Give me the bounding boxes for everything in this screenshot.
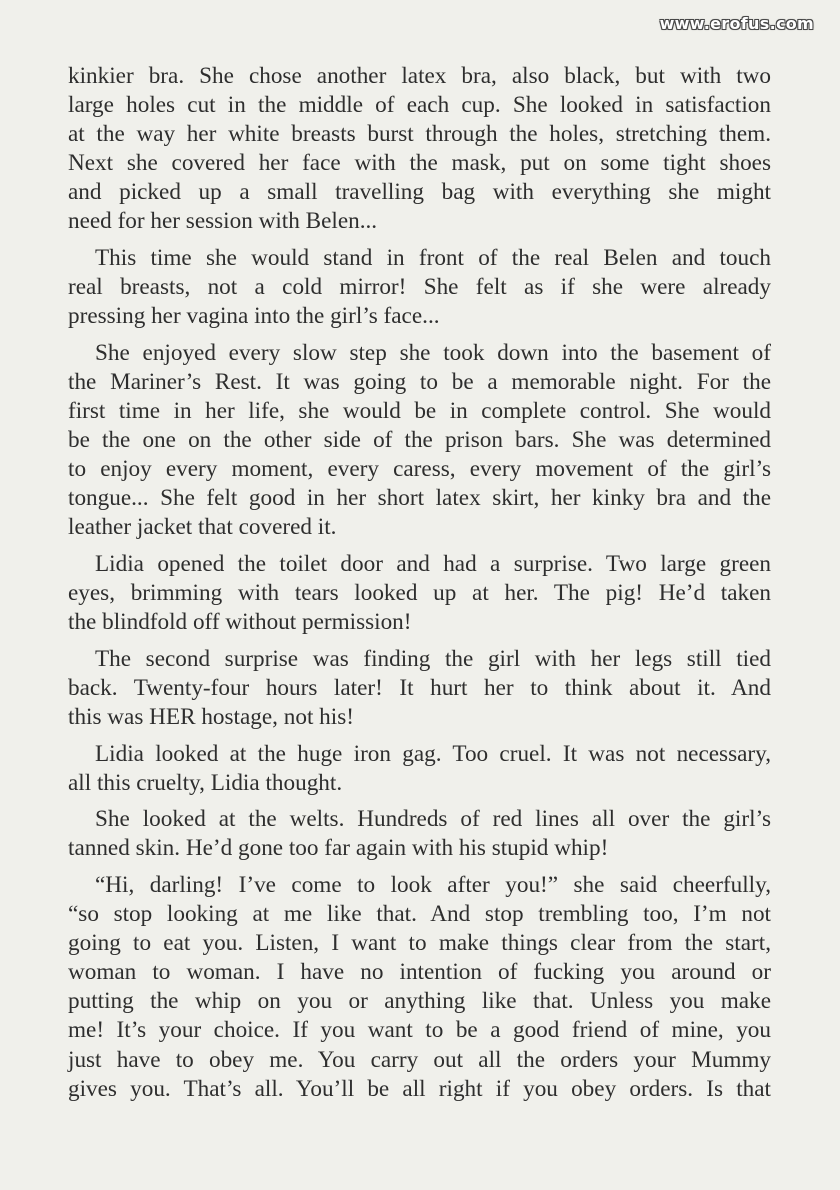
text-line: eyes, brimming with tears looked up at her. The pig! He’d taken [68, 580, 771, 607]
text-line: all this cruelty, Lidia thought. [68, 769, 343, 796]
text-line: be the one on the other side of the prison bars. She was determined [68, 427, 771, 454]
text-line: kinkier bra. She chose another latex bra, also black, but with two [68, 63, 771, 89]
text-line: need for her session with Belen... [68, 208, 378, 235]
text-line: Next she covered her face with the mask, put on some tight shoes [68, 150, 771, 177]
text-line: large holes cut in the middle of each cup. She looked in satisfaction [68, 92, 771, 119]
text-line: at the way her white breasts burst through the holes, stretching them. [68, 121, 771, 148]
text-line: “Hi, darling! I’ve come to look after you!” she said cheerfully, [95, 871, 771, 898]
text-line: this was HER hostage, not his! [68, 703, 354, 730]
paragraph-5 [68, 645, 771, 732]
text-line: real breasts, not a cold mirror! She felt as if she were already [68, 274, 771, 301]
text-line: going to eat you. Listen, I want to make things clear from the start, [68, 930, 771, 957]
paragraph-8 [68, 871, 771, 1104]
text-line: Lidia looked at the huge iron gag. Too cruel. It was not necessary, [95, 740, 771, 767]
text-line: She looked at the welts. Hundreds of red lines all over the girl’s [95, 806, 771, 833]
paragraph-3 [68, 339, 771, 543]
paragraph-2 [68, 244, 771, 331]
text-line: The second surprise was finding the girl with her legs still tied [95, 645, 771, 672]
text-line: leather jacket that covered it. [68, 514, 337, 541]
text-line: woman to woman. I have no intention of fucking you around or [68, 959, 771, 986]
text-line: the blindfold off without permission! [68, 609, 412, 636]
paragraph-6 [68, 740, 771, 798]
text-line: “so stop looking at me like that. And stop trembling too, I’m not [68, 901, 771, 928]
text-line: back. Twenty-four hours later! It hurt her to think about it. And [68, 674, 771, 701]
text-line: first time in her life, she would be in complete control. She would [68, 398, 771, 425]
text-line: She enjoyed every slow step she took down into the basement of [95, 339, 771, 366]
text-line: gives you. That’s all. You’ll be all right if you obey orders. Is that [68, 1075, 771, 1102]
text-line: and picked up a small travelling bag with everything she might [68, 179, 771, 206]
text-line: just have to obey me. You carry out all the orders your Mummy [68, 1046, 771, 1073]
text-line: to enjoy every moment, every caress, every movement of the girl’s [68, 456, 771, 483]
body-text [68, 62, 771, 1111]
text-line: tongue... She felt good in her short latex skirt, her kinky bra and the [68, 485, 771, 512]
text-line: This time she would stand in front of the real Belen and touch [95, 245, 771, 272]
paragraph-1 [68, 62, 771, 237]
text-line: tanned skin. He’d gone too far again with his stupid whip! [68, 835, 609, 862]
text-line: putting the whip on you or anything like that. Unless you make [68, 988, 771, 1015]
paragraph-4 [68, 550, 771, 637]
site-watermark: www.erofus.com [659, 14, 814, 33]
text-line: the Mariner’s Rest. It was going to be a memorable night. For the [68, 368, 771, 395]
text-line: Lidia opened the toilet door and had a surprise. Two large green [95, 551, 771, 577]
text-line: me! It’s your choice. If you want to be a good friend of mine, you [68, 1017, 771, 1044]
paragraph-7 [68, 805, 771, 863]
text-line: pressing her vagina into the girl’s face... [68, 303, 440, 330]
